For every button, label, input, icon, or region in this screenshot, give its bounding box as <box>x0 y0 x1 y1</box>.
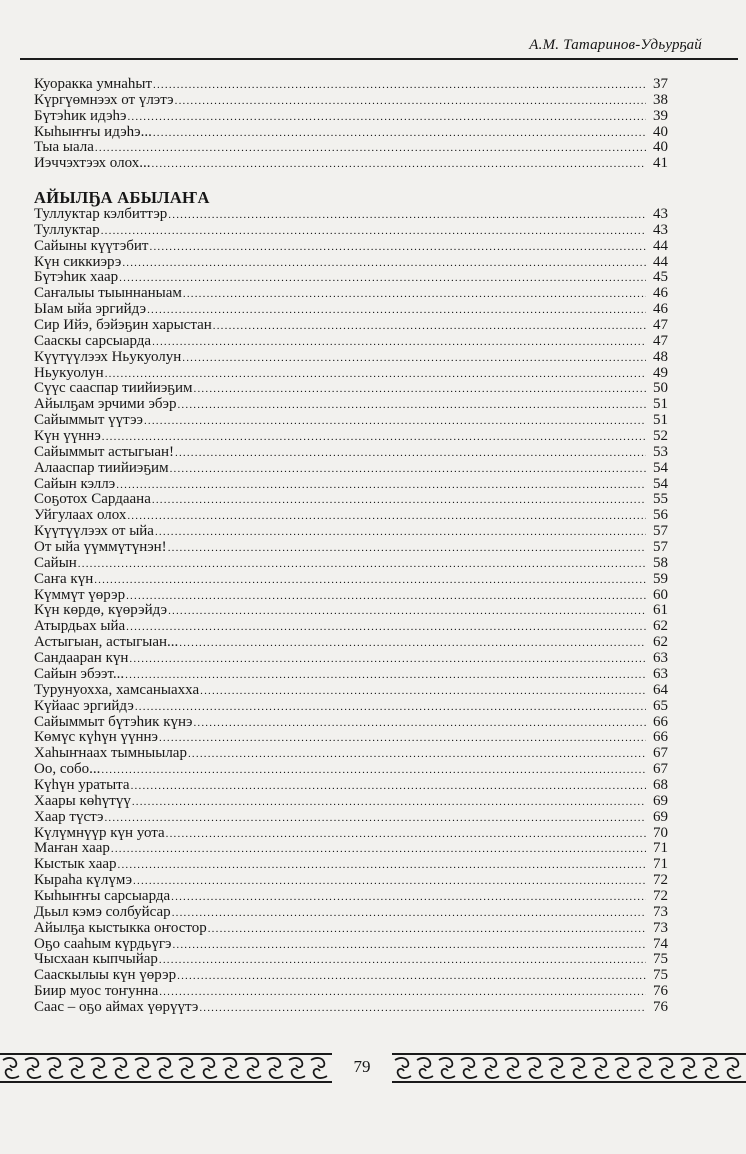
toc-entry <box>34 905 668 921</box>
dot-leader <box>159 953 646 969</box>
toc-entry-page: 45 <box>653 269 668 286</box>
toc-entry-page: 51 <box>653 396 668 413</box>
dot-leader <box>159 985 646 1001</box>
dot-leader <box>119 271 646 287</box>
toc-entry-title: Куоракка умнаһыт <box>34 76 153 92</box>
toc-entry <box>34 746 668 762</box>
ornament-border-right <box>392 1051 746 1085</box>
toc-entry-page: 57 <box>653 539 668 556</box>
toc-entry-page: 57 <box>653 523 668 540</box>
dot-leader <box>171 890 646 906</box>
dot-leader <box>127 509 646 525</box>
toc-entry-title: Маҥан хаар <box>34 840 110 857</box>
toc-entry-title: Айылҕам эрчими эбэр <box>34 396 177 413</box>
toc-entry-title: Көмүс күһүн үүннэ <box>34 729 158 746</box>
dot-leader <box>153 78 646 94</box>
toc-entry-page: 76 <box>653 998 668 1015</box>
toc-entry-page: 63 <box>653 650 668 667</box>
running-header-author: А.М. Татаринов-Удьурҕай <box>529 37 702 53</box>
toc-entry <box>34 937 668 953</box>
toc-entry <box>34 381 668 397</box>
toc-entry <box>34 715 668 731</box>
toc-entry <box>34 683 668 699</box>
toc-list-section <box>34 207 668 1016</box>
toc-entry <box>34 109 668 125</box>
toc-entry-page: 73 <box>653 919 668 936</box>
dot-leader <box>159 731 646 747</box>
toc-entry-page: 73 <box>653 903 668 920</box>
toc-entry-page: 46 <box>653 285 668 302</box>
toc-entry-title: Саҥа күн <box>34 570 94 587</box>
toc-entry-page: 44 <box>653 237 668 254</box>
toc-entry-page: 70 <box>653 824 668 841</box>
toc-entry-title: Ыам ыйа эргийдэ <box>34 301 147 318</box>
toc-entry <box>34 156 668 172</box>
toc-entry-page: 75 <box>653 967 668 984</box>
toc-entry-page: 54 <box>653 459 668 476</box>
toc-entry-page: 68 <box>653 776 668 793</box>
dot-leader <box>188 747 646 763</box>
toc-entry <box>34 556 668 572</box>
toc-entry-page: 38 <box>653 91 668 108</box>
toc-list-top <box>34 77 668 172</box>
toc-entry-page: 53 <box>653 443 668 460</box>
toc-entry <box>34 350 668 366</box>
toc-entry <box>34 508 668 524</box>
toc-entry <box>34 857 668 873</box>
toc-entry-page: 72 <box>653 872 668 889</box>
toc-entry-page: 48 <box>653 348 668 365</box>
page-footer <box>0 1051 746 1085</box>
dot-leader <box>102 430 646 446</box>
toc-entry-title: Сайыммыт үүтээ <box>34 412 143 429</box>
toc-entry <box>34 302 668 318</box>
toc-entry-page: 71 <box>653 840 668 857</box>
toc-entry <box>34 140 668 156</box>
toc-entry <box>34 841 668 857</box>
toc-entry-page: 69 <box>653 808 668 825</box>
dot-leader <box>153 126 646 142</box>
toc-entry-title: Бүтэһик хаар <box>34 269 119 286</box>
dot-leader <box>172 938 646 954</box>
toc-entry-title: Турунуохха, хамсаныахха <box>34 681 200 698</box>
toc-entry-title: Алааспар тиийиэҕим <box>34 459 169 476</box>
toc-entry-page: 66 <box>653 713 668 730</box>
toc-entry <box>34 125 668 141</box>
dot-leader <box>132 795 646 811</box>
toc-entry <box>34 429 668 445</box>
toc-entry-title: Чысхаан кыпчыйар <box>34 951 158 968</box>
header-rule <box>20 58 738 60</box>
toc-entry-title: Сааскылыы күн үөрэр <box>34 967 177 984</box>
toc-entry-page: 58 <box>653 554 668 571</box>
toc-entry-title: Тыа ыала <box>34 139 94 156</box>
toc-entry <box>34 318 668 334</box>
dot-leader <box>94 573 646 589</box>
dot-leader <box>175 446 646 462</box>
toc-entry-title: Дьыл кэмэ солбуйсар <box>34 903 171 920</box>
dot-leader <box>122 256 646 272</box>
toc-entry-title: Күргүөмнээх от үлэтэ <box>34 91 174 108</box>
toc-entry-page: 62 <box>653 618 668 635</box>
toc-entry-page: 75 <box>653 951 668 968</box>
dot-leader <box>147 303 646 319</box>
dot-leader <box>193 716 646 732</box>
dot-leader <box>95 141 646 157</box>
dot-leader <box>177 398 646 414</box>
toc-entry-page: 52 <box>653 428 668 445</box>
dot-leader <box>78 557 646 573</box>
toc-entry <box>34 603 668 619</box>
toc-entry-title: Сайыммыт астыгыан! <box>34 443 174 460</box>
dot-leader <box>131 779 646 795</box>
toc-entry-page: 37 <box>653 76 668 92</box>
toc-entry-title: Сүүс сааспар тиийиэҕим <box>34 380 193 397</box>
toc-entry-title: Хаһыҥнаах тымныылар <box>34 745 187 762</box>
toc-entry-page: 43 <box>653 221 668 238</box>
toc-entry-page: 65 <box>653 697 668 714</box>
toc-entry-page: 43 <box>653 206 668 222</box>
toc-entry <box>34 492 668 508</box>
dot-leader <box>179 636 646 652</box>
toc-entry-page: 63 <box>653 665 668 682</box>
dot-leader <box>183 287 646 303</box>
toc-entry-title: Бүтэһик идэһэ <box>34 107 127 124</box>
toc-entry-page: 72 <box>653 887 668 904</box>
dot-leader <box>129 652 646 668</box>
dot-leader <box>104 811 646 827</box>
toc-entry <box>34 397 668 413</box>
toc-entry-page: 74 <box>653 935 668 952</box>
toc-entry <box>34 699 668 715</box>
toc-entry-page: 69 <box>653 792 668 809</box>
dot-leader <box>200 684 646 700</box>
toc-entry-title: От ыйа үүммүтүнэн! <box>34 539 167 556</box>
toc-entry-title: Сандааран күн <box>34 650 129 667</box>
toc-entry-page: 71 <box>653 856 668 873</box>
toc-entry-title: Хаары көһүтүү <box>34 792 131 809</box>
toc-entry-title: Сир Ийэ, бэйэҕин харыстан <box>34 317 212 334</box>
toc-entry-page: 61 <box>653 602 668 619</box>
toc-entry-page: 51 <box>653 412 668 429</box>
toc-entry-title: Соҕотох Сардаана <box>34 491 151 508</box>
toc-entry <box>34 651 668 667</box>
toc-entry-title: Биир муос тоҥунна <box>34 983 159 1000</box>
dot-leader <box>150 240 647 256</box>
dot-leader <box>101 224 646 240</box>
toc-entry-title: Уйгулаах олох <box>34 507 127 524</box>
toc-entry-title: Күйаас эргийдэ <box>34 697 134 714</box>
toc-entry <box>34 968 668 984</box>
toc-entry-page: 76 <box>653 983 668 1000</box>
dot-leader <box>126 620 646 636</box>
toc-entry-page: 40 <box>653 139 668 156</box>
toc-entry-title: Оо, собо... <box>34 761 101 778</box>
toc-entry <box>34 93 668 109</box>
toc-entry-page: 46 <box>653 301 668 318</box>
dot-leader <box>127 110 646 126</box>
toc-entry-page: 56 <box>653 507 668 524</box>
toc-entry <box>34 810 668 826</box>
toc-entry <box>34 540 668 556</box>
dot-leader <box>118 858 646 874</box>
toc-entry-title: Сайын <box>34 554 77 571</box>
toc-entry <box>34 952 668 968</box>
dot-leader <box>166 827 646 843</box>
toc-entry <box>34 635 668 651</box>
dot-leader <box>208 922 646 938</box>
dot-leader <box>135 700 646 716</box>
ornament-border-left <box>0 1051 332 1085</box>
toc-entry <box>34 667 668 683</box>
dot-leader <box>194 382 646 398</box>
toc-entry <box>34 334 668 350</box>
toc-entry-title: Ньукуолун <box>34 364 104 381</box>
toc-entry-page: 44 <box>653 253 668 270</box>
toc-entry-title: Күн үүннэ <box>34 428 101 445</box>
toc-entry-page: 62 <box>653 634 668 651</box>
dot-leader <box>152 335 646 351</box>
toc-entry-page: 67 <box>653 761 668 778</box>
toc-entry-page: 50 <box>653 380 668 397</box>
toc-entry-page: 47 <box>653 332 668 349</box>
toc-entry <box>34 572 668 588</box>
dot-leader <box>172 906 646 922</box>
toc-entry <box>34 794 668 810</box>
toc-entry <box>34 730 668 746</box>
toc-entry <box>34 223 668 239</box>
toc-entry <box>34 286 668 302</box>
toc-entry-page: 54 <box>653 475 668 492</box>
toc-entry <box>34 445 668 461</box>
toc-entry <box>34 77 668 93</box>
toc-entry-page: 47 <box>653 317 668 334</box>
toc-entry-page: 60 <box>653 586 668 603</box>
toc-entry-page: 39 <box>653 107 668 124</box>
toc-entry-title: Сааскы сарсыарда <box>34 332 152 349</box>
toc-entry <box>34 366 668 382</box>
toc-entry-title: Күлүмнүүр күн уота <box>34 824 165 841</box>
toc-entry <box>34 889 668 905</box>
toc-entry <box>34 207 668 223</box>
dot-leader <box>125 668 646 684</box>
toc-entry <box>34 588 668 604</box>
toc-entry-title: Саас – оҕо аймах үөрүүтэ <box>34 998 199 1015</box>
dot-leader <box>116 478 646 494</box>
dot-leader <box>111 842 646 858</box>
toc-entry-title: Иэччэхтээх олох... <box>34 155 151 172</box>
toc-entry-title: Айылҕа кыстыкка оҥостор <box>34 919 207 936</box>
toc-entry-title: Күммүт үөрэр <box>34 586 126 603</box>
toc-entry <box>34 778 668 794</box>
toc-entry-title: Туллуктар <box>34 221 100 238</box>
dot-leader <box>151 157 646 173</box>
toc-entry-title: Сайыммыт бүтэһик күнэ <box>34 713 193 730</box>
toc-entry-title: Хаар түстэ <box>34 808 104 825</box>
dot-leader <box>152 493 646 509</box>
dot-leader <box>213 319 646 335</box>
toc-entry <box>34 873 668 889</box>
toc-entry-title: Атырдьах ыйа <box>34 618 126 635</box>
toc-entry-page: 49 <box>653 364 668 381</box>
toc-entry-title: Туллуктар кэлбиттэр <box>34 206 168 222</box>
dot-leader <box>155 525 646 541</box>
page-number: 79 <box>353 1057 371 1076</box>
toc-entry-page: 64 <box>653 681 668 698</box>
toc-entry <box>34 239 668 255</box>
dot-leader <box>168 208 646 224</box>
toc-entry <box>34 255 668 271</box>
dot-leader <box>182 351 646 367</box>
toc-entry <box>34 477 668 493</box>
toc-entry-title: Күн сиккиэрэ <box>34 253 122 270</box>
toc-entry-page: 40 <box>653 123 668 140</box>
dot-leader <box>177 969 646 985</box>
toc-entry-title: Күүтүүлээх от ыйа <box>34 523 154 540</box>
dot-leader <box>133 874 646 890</box>
toc-entry-page: 66 <box>653 729 668 746</box>
toc-entry-page: 67 <box>653 745 668 762</box>
toc-entry <box>34 762 668 778</box>
toc-section <box>34 189 668 1016</box>
toc-entry-title: Оҕо сааһым күрдьүгэ <box>34 935 172 952</box>
dot-leader <box>126 589 646 605</box>
toc-entry-page: 59 <box>653 570 668 587</box>
toc-entry <box>34 984 668 1000</box>
toc-entry-title: Кыстык хаар <box>34 856 117 873</box>
toc-entry <box>34 1000 668 1016</box>
dot-leader <box>168 541 646 557</box>
toc-entry-title: Сайын кэллэ <box>34 475 116 492</box>
toc-entry <box>34 270 668 286</box>
dot-leader <box>168 604 646 620</box>
dot-leader <box>170 462 646 478</box>
toc-entry-title: Кыһыҥҥы идэһэ... <box>34 123 152 140</box>
toc-entry-title: Кыһыҥҥы сарсыарда <box>34 887 171 904</box>
toc-entry <box>34 413 668 429</box>
toc-entry <box>34 921 668 937</box>
toc-entry-title: Күн көрдө, күөрэйдэ <box>34 602 168 619</box>
toc-entry-title: Астыгыан, астыгыан... <box>34 634 179 651</box>
section-title: АЙЫЛҔА АБЫЛАҤА <box>34 188 210 207</box>
toc-entry-page: 41 <box>653 155 668 172</box>
toc-entry-title: Сайын эбээт... <box>34 665 125 682</box>
dot-leader <box>101 763 646 779</box>
toc-entry <box>34 524 668 540</box>
toc-entry <box>34 619 668 635</box>
toc-entry-page: 55 <box>653 491 668 508</box>
toc-entry <box>34 826 668 842</box>
toc-entry-title: Күүтүүлээх Ньукуолун <box>34 348 182 365</box>
dot-leader <box>199 1001 646 1017</box>
toc-entry-title: Кыраһа күлүмэ <box>34 872 133 889</box>
dot-leader <box>175 94 646 110</box>
dot-leader <box>144 414 646 430</box>
toc-entry-title: Сайыны күүтэбит <box>34 237 149 254</box>
toc-entry-title: Саҥалыы тыыннаныам <box>34 285 182 302</box>
toc-entry-title: Күһүн уратыта <box>34 776 130 793</box>
toc-entry <box>34 461 668 477</box>
